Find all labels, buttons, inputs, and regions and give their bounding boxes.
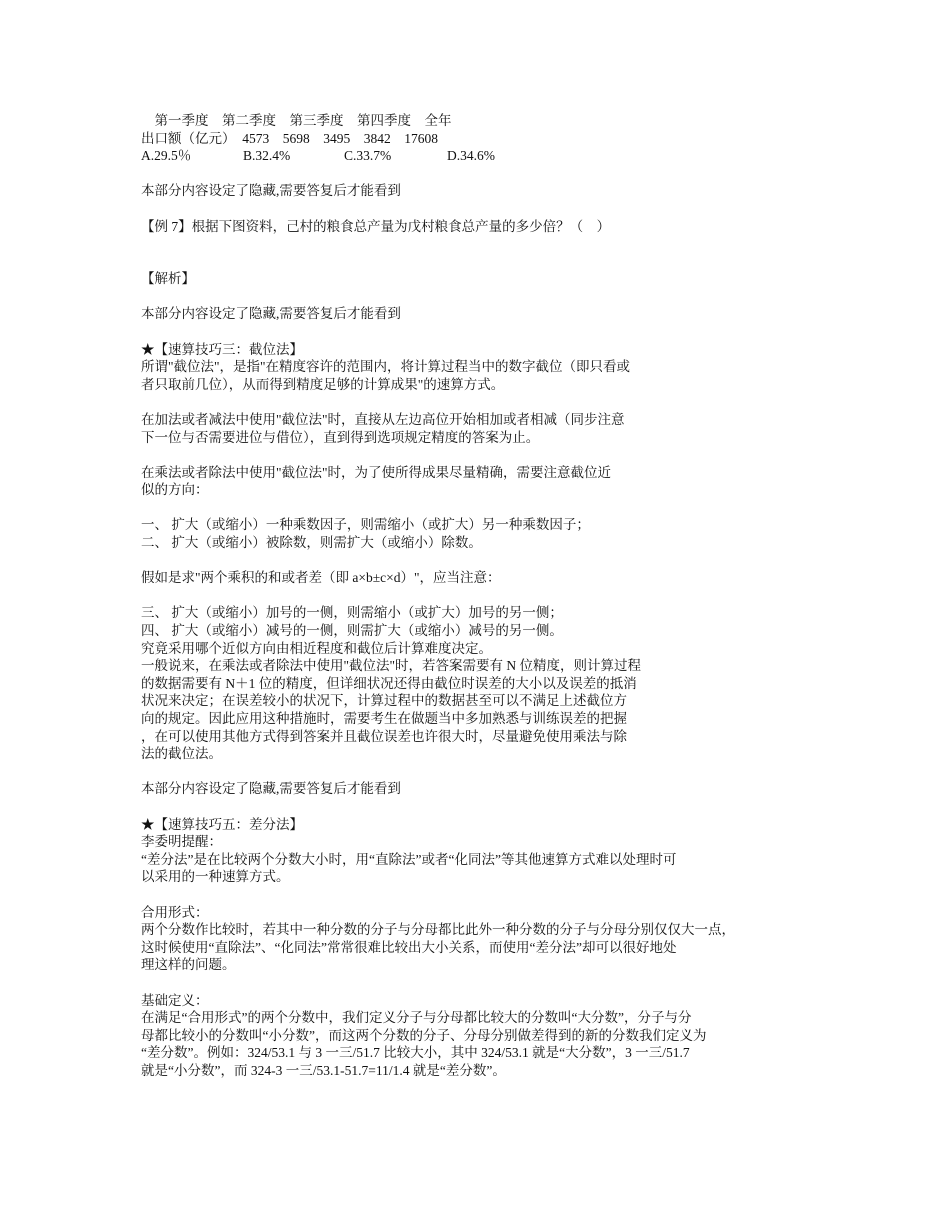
- tip5-paragraph: 这时候使用“直除法”、“化同法”常常很难比较出大小关系，而使用“差分法”却可以很好地处: [141, 939, 677, 955]
- tip3-paragraph: 的数据需要有 N＋1 位的精度，但详细状况还得由截位时误差的大小以及误差的抵消: [141, 675, 637, 691]
- document-body: [141, 112, 821, 1079]
- tip5-paragraph: 就是“小分数”，而 324-3 一三/53.1-51.7=11/1.4 就是“差分数”。: [141, 1062, 506, 1078]
- option-c: C.33.7%: [344, 148, 392, 164]
- example-7-question: 【例 7】根据下图资料，己村的粮食总产量为戊村粮食总产量的多少倍？（ ）: [141, 218, 611, 234]
- table-header-row: 第一季度 第二季度 第三季度 第四季度 全年: [141, 113, 452, 128]
- tip5-paragraph: “差分法”是在比较两个分数大小时，用“直除法”或者“化同法”等其他速算方式难以处理时可: [141, 851, 677, 867]
- table-data-row: 出口额（亿元） 4573 5698 3495 3842 17608: [141, 130, 438, 146]
- tip5-paragraph: 理这样的问题。: [141, 957, 236, 973]
- tip3-paragraph: 在乘法或者除法中使用"截位法"时，为了使所得成果尽量精确，需要注意截位近: [141, 464, 612, 480]
- tip5-reminder: 李委明提醒：: [141, 834, 222, 850]
- tip5-heading: ★【速算技巧五：差分法】: [141, 816, 303, 832]
- tip3-paragraph: 法的截位法。: [141, 746, 222, 762]
- tip5-paragraph: 在满足“合用形式”的两个分数中，我们定义分子与分母都比较大的分数叫“大分数”，分子与分: [141, 1010, 692, 1026]
- definition-heading: 基础定义：: [141, 992, 209, 1008]
- hidden-content-notice: 本部分内容设定了隐藏,需要答复后才能看到: [141, 183, 401, 199]
- tip3-paragraph: 一般说来，在乘法或者除法中使用"截位法"时，若答案需要有 N 位精度，则计算过程: [141, 658, 642, 674]
- tip5-paragraph: 以采用的一种速算方式。: [141, 869, 290, 885]
- list-item: 三、 扩大（或缩小）加号的一侧，则需缩小（或扩大）加号的另一侧；: [141, 605, 563, 621]
- list-item: 一、 扩大（或缩小）一种乘数因子，则需缩小（或扩大）另一种乘数因子；: [141, 517, 590, 533]
- tip3-paragraph: 所谓"截位法"，是指"在精度容许的范围内，将计算过程当中的数字截位（即只看或: [141, 359, 631, 375]
- tip3-paragraph: 向的规定。因此应用这种措施时，需要考生在做题当中多加熟悉与训练误差的把握: [141, 711, 627, 726]
- tip3-paragraph: 在加法或者减法中使用"截位法"时，直接从左边高位开始相加或者相减（同步注意: [141, 411, 625, 427]
- tip3-paragraph: 假如是求"两个乘积的和或者差（即 a×b±c×d）"，应当注意：: [141, 570, 501, 586]
- list-item: 二、 扩大（或缩小）被除数，则需扩大（或缩小）除数。: [141, 535, 482, 551]
- tip5-paragraph: “差分数”。例如：324/53.1 与 3 一三/51.7 比较大小，其中 324/53.1 就是“大分数”，3 一三/51.7: [141, 1045, 690, 1061]
- tip3-paragraph: 下一位与否需要进位与借位），直到得到选项规定精度的答案为止。: [141, 429, 540, 445]
- tip5-paragraph: 母都比较小的分数叫“小分数”，而这两个分数的分子、分母分别做差得到的新的分数我们定义为: [141, 1027, 707, 1043]
- option-d: D.34.6%: [447, 148, 495, 164]
- hidden-content-notice: 本部分内容设定了隐藏,需要答复后才能看到: [141, 781, 401, 797]
- option-b: B.32.4%: [243, 148, 291, 164]
- tip3-paragraph: 似的方向：: [141, 482, 209, 498]
- tip3-paragraph: 者只取前几位），从而得到精度足够的计算成果"的速算方式。: [141, 376, 505, 392]
- analysis-heading: 【解析】: [141, 271, 195, 287]
- tip3-paragraph: 状况来决定；在误差较小的状况下，计算过程中的数据甚至可以不满足上述截位方: [141, 693, 627, 709]
- tip3-paragraph: 究竟采用哪个近似方向由相近程度和截位后计算难度决定。: [141, 640, 492, 656]
- option-a: A.29.5％: [141, 148, 192, 164]
- form-heading: 合用形式：: [141, 904, 209, 920]
- tip5-paragraph: 两个分数作比较时，若其中一种分数的分子与分母都比此外一种分数的分子与分母分别仅仅大一点，: [141, 922, 735, 938]
- hidden-content-notice: 本部分内容设定了隐藏,需要答复后才能看到: [141, 306, 401, 322]
- tip3-heading: ★【速算技巧三：截位法】: [141, 341, 303, 357]
- tip3-paragraph: ，在可以使用其他方式得到答案并且截位误差也许很大时，尽量避免使用乘法与除: [141, 728, 627, 744]
- answer-options: [141, 147, 821, 165]
- list-item: 四、 扩大（或缩小）减号的一侧，则需扩大（或缩小）减号的另一侧。: [141, 623, 563, 639]
